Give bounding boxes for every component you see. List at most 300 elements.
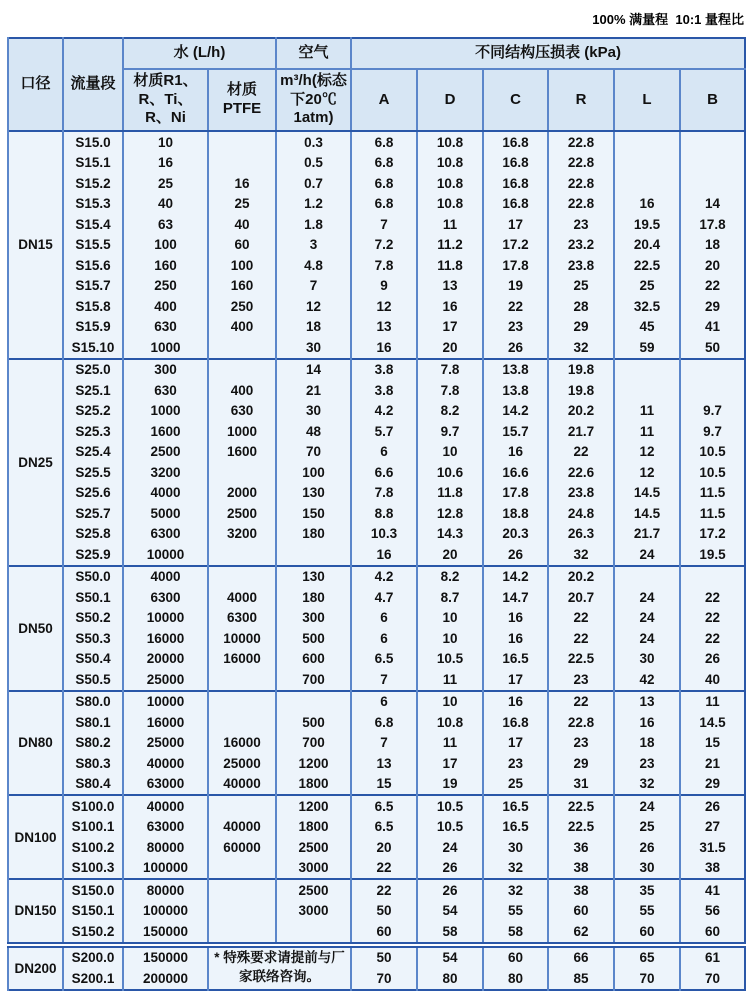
kpa-d-value: 17: [417, 753, 483, 774]
air-value: 30: [276, 337, 351, 359]
kpa-r-value: 23: [548, 214, 614, 235]
kpa-r-value: 22.5: [548, 649, 614, 670]
table-row: [8, 733, 745, 754]
air-value: 0.7: [276, 173, 351, 194]
air-value: 1200: [276, 795, 351, 817]
table-row: [8, 255, 745, 276]
kpa-l-value: 55: [614, 901, 680, 922]
air-value: 700: [276, 669, 351, 691]
header-air-sub: m³/h(标态下20℃ 1atm): [276, 69, 351, 131]
water-metal-value: 63000: [123, 774, 208, 796]
kpa-c-value: 26: [483, 337, 548, 359]
water-ptfe-value: 400: [208, 317, 276, 338]
kpa-d-value: 11.8: [417, 255, 483, 276]
water-metal-value: 100: [123, 235, 208, 256]
flow-segment: S15.6: [63, 255, 123, 276]
kpa-a-value: 7.2: [351, 235, 417, 256]
flow-segment: S100.2: [63, 837, 123, 858]
dn-label: DN80: [8, 691, 63, 796]
water-metal-value: 63000: [123, 817, 208, 838]
table-row: [8, 462, 745, 483]
kpa-d-value: 10: [417, 608, 483, 629]
kpa-d-value: 16: [417, 296, 483, 317]
water-ptfe-value: [208, 921, 276, 945]
kpa-l-value: 11: [614, 401, 680, 422]
air-value: 1200: [276, 753, 351, 774]
kpa-b-value: [680, 173, 745, 194]
kpa-l-value: 16: [614, 712, 680, 733]
kpa-l-value: 13: [614, 691, 680, 713]
kpa-b-value: 40: [680, 669, 745, 691]
kpa-d-value: 10: [417, 442, 483, 463]
water-metal-value: 40000: [123, 753, 208, 774]
kpa-a-value: 6.8: [351, 712, 417, 733]
kpa-l-value: 18: [614, 733, 680, 754]
water-ptfe-value: 100: [208, 255, 276, 276]
kpa-b-value: 22: [680, 608, 745, 629]
flow-segment: S80.3: [63, 753, 123, 774]
kpa-l-value: 26: [614, 837, 680, 858]
kpa-l-value: 22.5: [614, 255, 680, 276]
kpa-a-value: 3.8: [351, 380, 417, 401]
kpa-a-value: 4.2: [351, 401, 417, 422]
kpa-b-value: 10.5: [680, 442, 745, 463]
kpa-d-value: 14.3: [417, 524, 483, 545]
flow-segment: S50.1: [63, 587, 123, 608]
kpa-r-value: 32: [548, 544, 614, 566]
flow-segment: S25.3: [63, 421, 123, 442]
water-metal-value: 630: [123, 380, 208, 401]
kpa-l-value: 25: [614, 817, 680, 838]
flow-segment: S50.2: [63, 608, 123, 629]
kpa-b-value: 38: [680, 858, 745, 880]
kpa-a-value: 6.8: [351, 194, 417, 215]
kpa-r-value: 22: [548, 691, 614, 713]
water-ptfe-value: [208, 795, 276, 817]
flow-segment: S200.1: [63, 968, 123, 990]
air-value: 3: [276, 235, 351, 256]
air-value: 500: [276, 712, 351, 733]
water-metal-value: 80000: [123, 879, 208, 901]
water-ptfe-value: [208, 691, 276, 713]
kpa-r-value: 22.8: [548, 153, 614, 174]
water-metal-value: 16000: [123, 712, 208, 733]
table-row: [8, 649, 745, 670]
air-value: 1.8: [276, 214, 351, 235]
air-value: 500: [276, 628, 351, 649]
kpa-l-value: 24: [614, 795, 680, 817]
kpa-d-value: 20: [417, 544, 483, 566]
kpa-b-value: [680, 359, 745, 381]
kpa-r-value: 22.6: [548, 462, 614, 483]
kpa-b-value: 22: [680, 276, 745, 297]
water-ptfe-value: 25000: [208, 753, 276, 774]
table-row: [8, 421, 745, 442]
kpa-a-value: 6.8: [351, 173, 417, 194]
air-value: 100: [276, 462, 351, 483]
dn-label: DN200: [8, 945, 63, 990]
kpa-d-value: 10.8: [417, 173, 483, 194]
air-value: 300: [276, 608, 351, 629]
air-value: 18: [276, 317, 351, 338]
water-metal-value: 80000: [123, 837, 208, 858]
kpa-b-value: [680, 153, 745, 174]
kpa-c-value: 17: [483, 214, 548, 235]
kpa-b-value: 15: [680, 733, 745, 754]
table-row: [8, 214, 745, 235]
kpa-l-value: [614, 359, 680, 381]
water-metal-value: 2500: [123, 442, 208, 463]
water-metal-value: 3200: [123, 462, 208, 483]
kpa-l-value: 24: [614, 628, 680, 649]
air-value: 130: [276, 483, 351, 504]
flow-segment: S25.8: [63, 524, 123, 545]
flow-segment: S100.0: [63, 795, 123, 817]
water-ptfe-value: 6300: [208, 608, 276, 629]
flow-segment: S150.0: [63, 879, 123, 901]
kpa-d-value: 13: [417, 276, 483, 297]
air-value: 180: [276, 587, 351, 608]
kpa-a-value: 6.8: [351, 131, 417, 153]
water-ptfe-value: [208, 131, 276, 153]
table-row: [8, 608, 745, 629]
kpa-d-value: 8.7: [417, 587, 483, 608]
kpa-r-value: 22.8: [548, 173, 614, 194]
air-value: 1800: [276, 774, 351, 796]
air-value: 600: [276, 649, 351, 670]
table-row: [8, 858, 745, 880]
air-value: 0.3: [276, 131, 351, 153]
kpa-d-value: 7.8: [417, 359, 483, 381]
table-row: [8, 795, 745, 817]
table-row: [8, 968, 745, 990]
header-kpa-c: C: [483, 69, 548, 131]
kpa-d-value: 10.8: [417, 194, 483, 215]
air-value: 1800: [276, 817, 351, 838]
header-water-group: 水 (L/h): [123, 38, 276, 69]
water-metal-value: 100000: [123, 901, 208, 922]
flow-segment: S25.2: [63, 401, 123, 422]
kpa-d-value: 54: [417, 901, 483, 922]
kpa-c-value: 16.8: [483, 131, 548, 153]
water-metal-value: 250: [123, 276, 208, 297]
dn-label: DN50: [8, 566, 63, 691]
kpa-r-value: 28: [548, 296, 614, 317]
kpa-d-value: 8.2: [417, 566, 483, 588]
kpa-r-value: 19.8: [548, 380, 614, 401]
dn-label: DN150: [8, 879, 63, 945]
table-row: [8, 566, 745, 588]
kpa-l-value: 32: [614, 774, 680, 796]
kpa-l-value: 30: [614, 858, 680, 880]
header-kpa-a: A: [351, 69, 417, 131]
water-metal-value: 10000: [123, 608, 208, 629]
table-row: [8, 817, 745, 838]
water-ptfe-value: 2500: [208, 503, 276, 524]
flow-segment: S15.1: [63, 153, 123, 174]
kpa-c-value: 16: [483, 628, 548, 649]
flow-segment: S50.0: [63, 566, 123, 588]
kpa-c-value: 16.8: [483, 194, 548, 215]
kpa-a-value: 70: [351, 968, 417, 990]
kpa-a-value: 50: [351, 901, 417, 922]
water-ptfe-value: 60000: [208, 837, 276, 858]
water-metal-value: 5000: [123, 503, 208, 524]
header-kpa-l: L: [614, 69, 680, 131]
water-ptfe-value: 250: [208, 296, 276, 317]
water-metal-value: 16: [123, 153, 208, 174]
water-metal-value: 100000: [123, 858, 208, 880]
air-value: 1.2: [276, 194, 351, 215]
table-row: [8, 442, 745, 463]
kpa-l-value: 24: [614, 608, 680, 629]
table-row: [8, 276, 745, 297]
water-ptfe-value: 40000: [208, 817, 276, 838]
kpa-r-value: 31: [548, 774, 614, 796]
kpa-r-value: 38: [548, 879, 614, 901]
kpa-r-value: 29: [548, 753, 614, 774]
kpa-r-value: 22.5: [548, 795, 614, 817]
kpa-c-value: 25: [483, 774, 548, 796]
kpa-d-value: 11: [417, 669, 483, 691]
kpa-l-value: 11: [614, 421, 680, 442]
kpa-c-value: 23: [483, 753, 548, 774]
table-row: [8, 194, 745, 215]
air-value: [276, 544, 351, 566]
header-kpa-r: R: [548, 69, 614, 131]
kpa-r-value: 20.2: [548, 401, 614, 422]
water-metal-value: 63: [123, 214, 208, 235]
water-ptfe-value: 2000: [208, 483, 276, 504]
kpa-c-value: 17.2: [483, 235, 548, 256]
kpa-c-value: 16.5: [483, 649, 548, 670]
water-ptfe-value: [208, 153, 276, 174]
kpa-r-value: 22: [548, 442, 614, 463]
water-ptfe-value: 40: [208, 214, 276, 235]
kpa-a-value: 4.7: [351, 587, 417, 608]
water-metal-value: 10: [123, 131, 208, 153]
kpa-a-value: 7.8: [351, 483, 417, 504]
table-row: [8, 380, 745, 401]
kpa-c-value: 16: [483, 691, 548, 713]
header-flow-segment: 流量段: [63, 38, 123, 131]
water-ptfe-value: [208, 712, 276, 733]
water-ptfe-value: 160: [208, 276, 276, 297]
water-metal-value: 1600: [123, 421, 208, 442]
table-row: [8, 296, 745, 317]
kpa-d-value: 10.5: [417, 817, 483, 838]
kpa-r-value: 22: [548, 628, 614, 649]
flow-segment: S50.5: [63, 669, 123, 691]
kpa-l-value: [614, 566, 680, 588]
kpa-c-value: 20.3: [483, 524, 548, 545]
kpa-l-value: [614, 131, 680, 153]
flow-segment: S15.0: [63, 131, 123, 153]
water-ptfe-value: [208, 879, 276, 901]
flow-segment: S100.3: [63, 858, 123, 880]
water-ptfe-value: 1600: [208, 442, 276, 463]
kpa-c-value: 16.6: [483, 462, 548, 483]
kpa-a-value: 6: [351, 628, 417, 649]
kpa-l-value: 16: [614, 194, 680, 215]
kpa-c-value: 14.2: [483, 566, 548, 588]
kpa-d-value: 20: [417, 337, 483, 359]
kpa-l-value: 30: [614, 649, 680, 670]
kpa-r-value: 36: [548, 837, 614, 858]
kpa-c-value: 17.8: [483, 483, 548, 504]
kpa-a-value: 15: [351, 774, 417, 796]
table-row: [8, 337, 745, 359]
air-value: 3000: [276, 901, 351, 922]
kpa-b-value: [680, 566, 745, 588]
flow-segment: S80.1: [63, 712, 123, 733]
kpa-r-value: 23: [548, 733, 614, 754]
kpa-c-value: 18.8: [483, 503, 548, 524]
kpa-c-value: 16: [483, 442, 548, 463]
table-row: [8, 401, 745, 422]
kpa-b-value: 60: [680, 921, 745, 945]
kpa-a-value: 50: [351, 945, 417, 969]
kpa-b-value: 41: [680, 879, 745, 901]
kpa-b-value: 20: [680, 255, 745, 276]
kpa-l-value: 65: [614, 945, 680, 969]
table-row: [8, 774, 745, 796]
flow-segment: S25.9: [63, 544, 123, 566]
kpa-b-value: 18: [680, 235, 745, 256]
table-row: [8, 587, 745, 608]
kpa-b-value: 70: [680, 968, 745, 990]
table-row: [8, 628, 745, 649]
flow-segment: S80.0: [63, 691, 123, 713]
water-ptfe-value: [208, 901, 276, 922]
header-diameter: 口径: [8, 38, 63, 131]
kpa-l-value: [614, 153, 680, 174]
kpa-b-value: 14: [680, 194, 745, 215]
water-metal-value: 10000: [123, 691, 208, 713]
water-metal-value: 25: [123, 173, 208, 194]
kpa-r-value: 19.8: [548, 359, 614, 381]
kpa-a-value: 6.6: [351, 462, 417, 483]
flow-segment: S15.8: [63, 296, 123, 317]
header-kpa-b: B: [680, 69, 745, 131]
kpa-d-value: 26: [417, 879, 483, 901]
flow-segment: S150.1: [63, 901, 123, 922]
kpa-a-value: 6: [351, 442, 417, 463]
water-ptfe-value: [208, 462, 276, 483]
water-ptfe-value: [208, 858, 276, 880]
kpa-l-value: 25: [614, 276, 680, 297]
kpa-d-value: 19: [417, 774, 483, 796]
water-ptfe-value: 3200: [208, 524, 276, 545]
kpa-c-value: 16.5: [483, 795, 548, 817]
table-row: [8, 753, 745, 774]
kpa-l-value: 60: [614, 921, 680, 945]
flow-segment: S200.0: [63, 945, 123, 969]
kpa-a-value: 7.8: [351, 255, 417, 276]
air-value: 2500: [276, 879, 351, 901]
table-row: [8, 669, 745, 691]
flow-segment: S25.1: [63, 380, 123, 401]
water-metal-value: 200000: [123, 968, 208, 990]
special-note: * 特殊要求请提前与厂家联络咨询。: [208, 945, 351, 990]
kpa-d-value: 10: [417, 628, 483, 649]
kpa-a-value: 6.5: [351, 649, 417, 670]
water-metal-value: 40000: [123, 795, 208, 817]
range-ratio-note: 100% 满量程 10:1 量程比: [592, 12, 744, 27]
kpa-c-value: 58: [483, 921, 548, 945]
kpa-c-value: 13.8: [483, 359, 548, 381]
kpa-a-value: 7: [351, 733, 417, 754]
dn-label: DN100: [8, 795, 63, 879]
table-row: [8, 131, 745, 153]
water-ptfe-value: [208, 544, 276, 566]
air-value: 30: [276, 401, 351, 422]
table-row: [8, 901, 745, 922]
kpa-a-value: 20: [351, 837, 417, 858]
water-ptfe-value: [208, 359, 276, 381]
water-ptfe-value: 25: [208, 194, 276, 215]
header-kpa-group: 不同结构压损表 (kPa): [351, 38, 745, 69]
water-metal-value: 20000: [123, 649, 208, 670]
kpa-b-value: [680, 131, 745, 153]
kpa-a-value: 13: [351, 753, 417, 774]
air-value: 12: [276, 296, 351, 317]
table-row: [8, 544, 745, 566]
flow-segment: S15.5: [63, 235, 123, 256]
kpa-d-value: 10: [417, 691, 483, 713]
kpa-b-value: 61: [680, 945, 745, 969]
header-water-metal: 材质R1、R、Ti、R、Ni: [123, 69, 208, 131]
water-ptfe-value: 16000: [208, 733, 276, 754]
water-metal-value: 6300: [123, 587, 208, 608]
air-value: 3000: [276, 858, 351, 880]
table-row: [8, 503, 745, 524]
table-row: [8, 712, 745, 733]
kpa-a-value: 6.5: [351, 817, 417, 838]
air-value: 150: [276, 503, 351, 524]
kpa-r-value: 22.8: [548, 131, 614, 153]
kpa-l-value: 20.4: [614, 235, 680, 256]
table-row: [8, 945, 745, 969]
kpa-d-value: 7.8: [417, 380, 483, 401]
kpa-a-value: 6: [351, 691, 417, 713]
kpa-l-value: 12: [614, 462, 680, 483]
kpa-r-value: 21.7: [548, 421, 614, 442]
kpa-r-value: 60: [548, 901, 614, 922]
air-value: 130: [276, 566, 351, 588]
kpa-b-value: 19.5: [680, 544, 745, 566]
kpa-d-value: 10.5: [417, 649, 483, 670]
kpa-c-value: 55: [483, 901, 548, 922]
kpa-b-value: 14.5: [680, 712, 745, 733]
kpa-d-value: 11.2: [417, 235, 483, 256]
table-row: [8, 173, 745, 194]
air-value: 7: [276, 276, 351, 297]
kpa-l-value: 32.5: [614, 296, 680, 317]
flow-segment: S15.9: [63, 317, 123, 338]
kpa-r-value: 32: [548, 337, 614, 359]
kpa-r-value: 25: [548, 276, 614, 297]
kpa-l-value: 21.7: [614, 524, 680, 545]
flow-segment: S100.1: [63, 817, 123, 838]
kpa-r-value: 22: [548, 608, 614, 629]
water-metal-value: 1000: [123, 337, 208, 359]
spec-table: [7, 37, 746, 991]
kpa-b-value: 27: [680, 817, 745, 838]
kpa-d-value: 54: [417, 945, 483, 969]
kpa-a-value: 22: [351, 858, 417, 880]
kpa-c-value: 32: [483, 858, 548, 880]
